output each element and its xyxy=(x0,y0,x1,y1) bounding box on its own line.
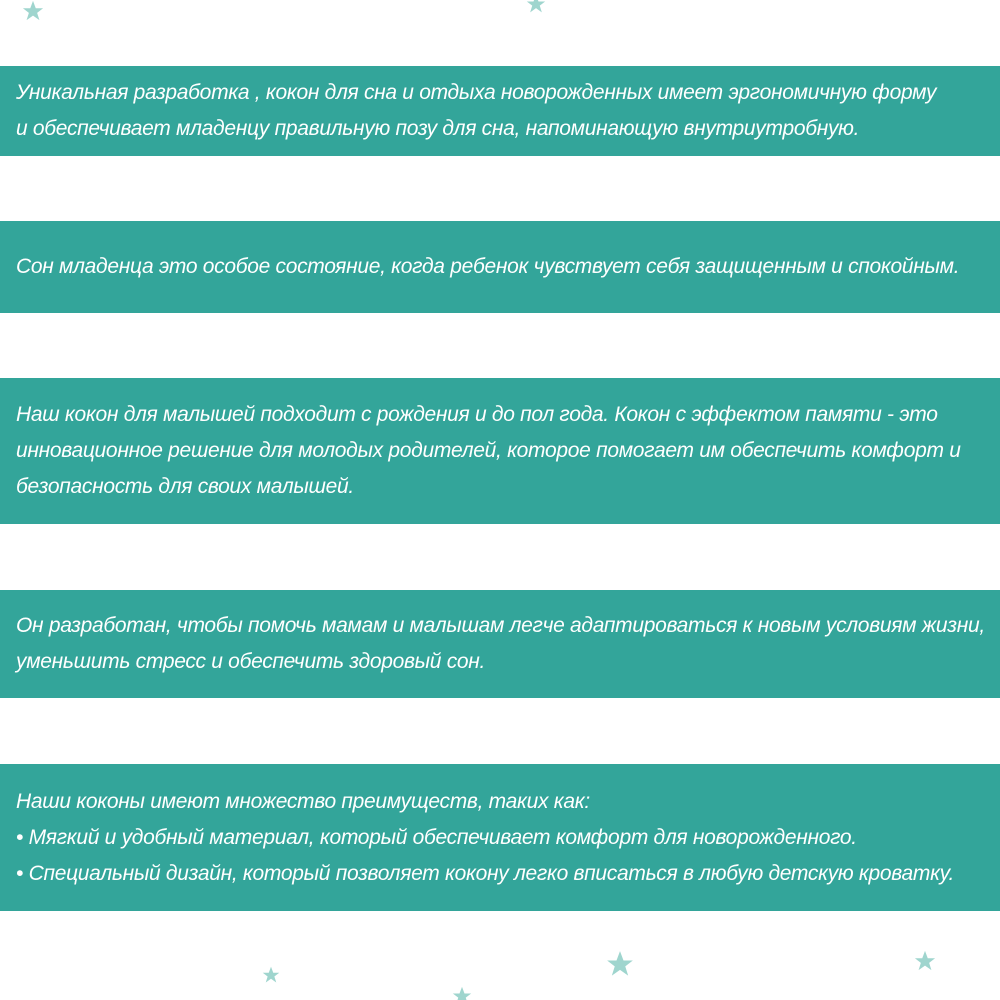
star-icon xyxy=(606,950,634,978)
star-icon xyxy=(526,0,546,14)
band-text-line: Он разработан, чтобы помочь мамам и малышам легче адаптироваться к новым условиям жизни, xyxy=(16,614,985,637)
info-band-adaptation xyxy=(0,590,1000,698)
band-text-line: уменьшить стресс и обеспечить здоровый сон. xyxy=(16,650,486,673)
band-list-item: • Специальный дизайн, который позволяет кокону легко вписаться в любую детскую кроватку. xyxy=(16,861,955,885)
band-text-line: Наш кокон для малышей подходит с рождения и до пол года. Кокон с эффектом памяти - это xyxy=(16,403,938,426)
band-text-line: Сон младенца это особое состояние, когда ребенок чувствует себя защищенным и спокойным. xyxy=(16,255,960,278)
band-text-line: Наши коконы имеют множество преимуществ, таких как: xyxy=(16,789,590,813)
band-list-item: • Мягкий и удобный материал, который обеспечивает комфорт для новорожденного. xyxy=(16,825,857,849)
band-text-line: Уникальная разработка , кокон для сна и отдыха новорожденных имеет эргономичную форму xyxy=(16,81,937,104)
band-text-line: безопасность для своих малышей. xyxy=(16,475,354,498)
band-text-line: и обеспечивает младенцу правильную позу для сна, напоминающую внутриутробную. xyxy=(16,117,860,140)
star-icon xyxy=(452,986,472,1000)
info-band-sleep-state xyxy=(0,221,1000,313)
info-band-advantages xyxy=(0,764,1000,911)
info-band-memory-effect xyxy=(0,378,1000,524)
star-icon xyxy=(914,950,936,972)
info-band-ergonomic xyxy=(0,66,1000,156)
band-text-line: инновационное решение для молодых родителей, которое помогает им обеспечить комфорт и xyxy=(16,439,961,462)
star-icon xyxy=(262,966,280,984)
star-icon xyxy=(22,0,44,22)
